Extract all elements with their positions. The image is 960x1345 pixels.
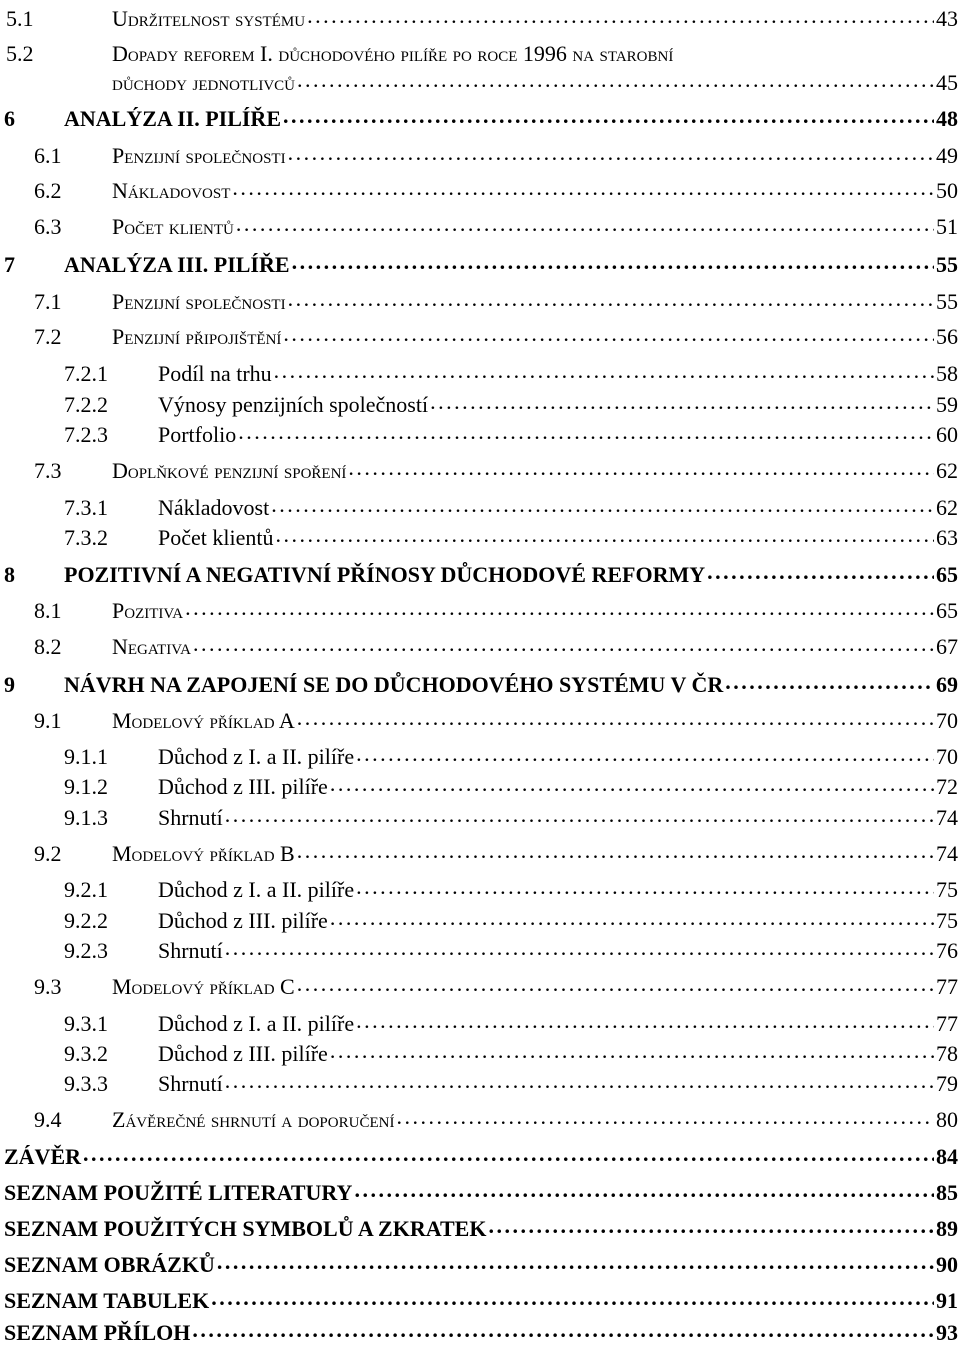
toc-title-row	[158, 424, 958, 446]
toc-title-row	[158, 807, 958, 829]
toc-page: 65	[936, 562, 958, 587]
toc-number: 5.1	[6, 6, 34, 31]
toc-title-row	[158, 776, 958, 798]
toc-title-row	[112, 8, 958, 30]
toc-title: Shrnutí	[158, 1071, 223, 1096]
toc-title: SEZNAM POUŽITÝCH SYMBOLŮ A ZKRATEK	[4, 1216, 487, 1241]
toc-page: 85	[936, 1180, 958, 1205]
leader-dots	[193, 633, 934, 655]
toc-number: 7.3.1	[64, 495, 108, 520]
toc-title: Nákladovost	[112, 178, 231, 203]
leader-dots	[297, 69, 934, 91]
leader-dots	[236, 213, 934, 235]
toc-title: Počet klientů	[158, 525, 274, 550]
toc-title: důchody jednotlivců	[112, 70, 295, 95]
toc-entry[interactable]	[0, 835, 958, 865]
toc-title: Shrnutí	[158, 805, 223, 830]
leader-dots	[185, 597, 934, 619]
toc-entry[interactable]	[0, 1138, 958, 1168]
leader-dots	[288, 288, 934, 310]
toc-title-row	[64, 108, 958, 130]
toc-title: Penzijní připojištění	[112, 324, 282, 349]
toc-title-row	[112, 43, 958, 65]
toc-title-row	[4, 1182, 958, 1204]
toc-page: 90	[936, 1252, 958, 1277]
toc-number: 8	[4, 562, 15, 587]
leader-dots	[356, 876, 934, 898]
leader-dots	[225, 937, 934, 959]
toc-page: 43	[936, 6, 958, 31]
toc-title: Počet klientů	[112, 214, 234, 239]
toc-entry[interactable]	[0, 968, 958, 998]
toc-number: 9.1	[34, 708, 62, 733]
toc-page: 72	[936, 774, 958, 799]
toc-number: 9.2.2	[64, 908, 108, 933]
toc-entry[interactable]	[0, 666, 958, 696]
toc-page: 65	[936, 598, 958, 623]
toc-entry[interactable]	[0, 519, 958, 549]
toc-title-row	[112, 1109, 958, 1131]
toc-title-row	[64, 564, 958, 586]
toc-entry[interactable]	[0, 0, 958, 30]
toc-page: 74	[936, 841, 958, 866]
toc-title-row	[112, 460, 958, 482]
toc-entry[interactable]	[0, 35, 958, 65]
toc-title: Nákladovost	[158, 495, 270, 520]
toc-number: 9.3	[34, 974, 62, 999]
toc-number: 6.3	[34, 214, 62, 239]
toc-title: SEZNAM OBRÁZKŮ	[4, 1252, 215, 1277]
toc-title: Výnosy penzijních společností	[158, 392, 429, 417]
leader-dots	[707, 561, 934, 583]
toc-number: 9.3.2	[64, 1041, 108, 1066]
toc-title-row	[4, 1218, 958, 1240]
leader-dots	[283, 323, 934, 345]
leader-dots	[396, 1106, 934, 1128]
toc-number: 7.2.3	[64, 422, 108, 447]
toc-title: Závěrečné shrnutí a doporučení	[112, 1107, 395, 1132]
leader-dots	[430, 391, 934, 413]
toc-title-row	[158, 1013, 958, 1035]
toc-page: 58	[936, 361, 958, 386]
toc-page: 76	[936, 938, 958, 963]
toc-entry[interactable]	[0, 283, 958, 313]
toc-page: 56	[936, 324, 958, 349]
toc-title-row	[112, 145, 958, 167]
toc-title: ANALÝZA III. PILÍŘE	[64, 252, 290, 277]
toc-page: 70	[936, 708, 958, 733]
toc-number: 6.1	[34, 143, 62, 168]
leader-dots	[297, 840, 934, 862]
toc-page: 75	[936, 908, 958, 933]
toc-title: Důchod z III. pilíře	[158, 1041, 328, 1066]
toc-page: 80	[936, 1107, 958, 1132]
toc-title: ZÁVĚR	[4, 1144, 82, 1169]
toc-page: 60	[936, 422, 958, 447]
toc-entry[interactable]	[0, 1065, 958, 1095]
toc-title-row	[158, 1043, 958, 1065]
leader-dots	[274, 360, 934, 382]
toc-entry[interactable]	[0, 137, 958, 167]
toc-entry[interactable]	[0, 1314, 958, 1344]
toc-entry[interactable]	[0, 318, 958, 348]
toc-number: 9.2	[34, 841, 62, 866]
toc-entry[interactable]	[0, 1174, 958, 1204]
toc-title: Důchod z III. pilíře	[158, 774, 328, 799]
leader-dots	[83, 1143, 934, 1165]
toc-number: 9.1.3	[64, 805, 108, 830]
toc-number: 5.2	[6, 41, 34, 66]
toc-entry[interactable]	[0, 702, 958, 732]
toc-number: 9.1.1	[64, 744, 108, 769]
toc-title: Důchod z I. a II. pilíře	[158, 877, 355, 902]
toc-entry[interactable]	[0, 452, 958, 482]
toc-number: 7.2.2	[64, 392, 108, 417]
toc-title-row	[112, 710, 958, 732]
toc-page: 91	[936, 1288, 958, 1313]
toc-title: Shrnutí	[158, 938, 223, 963]
toc-title-row	[64, 674, 958, 696]
toc-entry[interactable]	[0, 208, 958, 238]
toc-page: 50	[936, 178, 958, 203]
leader-dots	[217, 1251, 934, 1273]
toc-page: 63	[936, 525, 958, 550]
toc-page: 51	[936, 214, 958, 239]
leader-dots	[288, 142, 934, 164]
toc-title-row	[112, 291, 958, 313]
leader-dots	[330, 1040, 934, 1062]
toc-title-row	[112, 216, 958, 238]
toc-title: Doplňkové penzijní spoření	[112, 458, 347, 483]
toc-entry[interactable]	[0, 1035, 958, 1065]
toc-number: 7.2.1	[64, 361, 108, 386]
toc-entry[interactable]	[0, 1005, 958, 1035]
toc-title: NÁVRH NA ZAPOJENÍ SE DO DŮCHODOVÉHO SYSTÉMU V ČR	[64, 672, 724, 697]
toc-page: 48	[936, 106, 958, 131]
leader-dots	[275, 524, 934, 546]
toc-title: SEZNAM PŘÍLOH	[4, 1320, 191, 1345]
toc-entry[interactable]	[0, 1210, 958, 1240]
toc-entry[interactable]	[0, 799, 958, 829]
toc-title-row	[4, 1290, 958, 1312]
toc-entry[interactable]	[0, 100, 958, 130]
leader-dots	[356, 1010, 934, 1032]
toc-title-row	[4, 1146, 958, 1168]
leader-dots	[330, 773, 934, 795]
leader-dots	[225, 1070, 934, 1092]
leader-dots	[488, 1215, 934, 1237]
toc-number: 9.3.1	[64, 1011, 108, 1036]
toc-title: SEZNAM POUŽITÉ LITERATURY	[4, 1180, 353, 1205]
toc-title: Modelový příklad C	[112, 974, 295, 999]
toc-page: 77	[936, 974, 958, 999]
toc-number: 6	[4, 106, 15, 131]
toc-title-row	[4, 1254, 958, 1276]
toc-title: Penzijní společnosti	[112, 143, 286, 168]
toc-number: 9	[4, 672, 15, 697]
toc-title: Důchod z I. a II. pilíře	[158, 1011, 355, 1036]
leader-dots	[283, 105, 934, 127]
toc-number: 6.2	[34, 178, 62, 203]
leader-dots	[192, 1319, 934, 1341]
toc-entry[interactable]	[0, 355, 958, 385]
toc-title-row	[158, 940, 958, 962]
toc-title: SEZNAM TABULEK	[4, 1288, 210, 1313]
toc-page: 74	[936, 805, 958, 830]
toc-number: 8.1	[34, 598, 62, 623]
toc-page: 84	[936, 1144, 958, 1169]
leader-dots	[356, 743, 934, 765]
toc-entry[interactable]	[0, 932, 958, 962]
toc-entry[interactable]	[0, 1246, 958, 1276]
toc-title-row	[158, 910, 958, 932]
toc-entry[interactable]	[0, 172, 958, 202]
leader-dots	[348, 457, 934, 479]
toc-title: Negativa	[112, 634, 191, 659]
toc-title: Důchod z I. a II. pilíře	[158, 744, 355, 769]
leader-dots	[725, 671, 934, 693]
toc-title: Důchod z III. pilíře	[158, 908, 328, 933]
toc-number: 8.2	[34, 634, 62, 659]
toc-page: 55	[936, 252, 958, 277]
toc-page: 49	[936, 143, 958, 168]
toc-title-row	[112, 600, 958, 622]
leader-dots	[297, 707, 934, 729]
leader-dots	[211, 1287, 934, 1309]
toc-page: 45	[936, 70, 958, 95]
toc-title-row	[158, 1073, 958, 1095]
toc-number: 7.3.2	[64, 525, 108, 550]
toc-number: 9.2.3	[64, 938, 108, 963]
toc-entry[interactable]	[0, 592, 958, 622]
toc-number: 9.1.2	[64, 774, 108, 799]
toc-number: 7.2	[34, 324, 62, 349]
toc-entry[interactable]	[0, 64, 958, 94]
leader-dots	[297, 973, 934, 995]
toc-entry[interactable]	[0, 246, 958, 276]
toc-title-row	[158, 879, 958, 901]
toc-title-row	[64, 254, 958, 276]
leader-dots	[330, 907, 934, 929]
toc-title-row	[112, 180, 958, 202]
toc-page: 62	[936, 495, 958, 520]
toc-title-row	[112, 72, 958, 94]
toc-entry[interactable]	[0, 416, 958, 446]
toc-title: Dopady reforem I. důchodového pilíře po roce 1996 na starobní	[112, 41, 674, 66]
toc-title: ANALÝZA II. PILÍŘE	[64, 106, 281, 131]
toc-entry[interactable]	[0, 738, 958, 768]
toc-number: 7.1	[34, 289, 62, 314]
toc-page: 67	[936, 634, 958, 659]
toc-number: 9.4	[34, 1107, 62, 1132]
toc-title-row	[158, 363, 958, 385]
leader-dots	[271, 494, 934, 516]
toc-entry[interactable]	[0, 386, 958, 416]
toc-title-row	[158, 497, 958, 519]
toc-entry[interactable]	[0, 768, 958, 798]
toc-page: 79	[936, 1071, 958, 1096]
toc-title-row	[158, 394, 958, 416]
toc-page: 89	[936, 1216, 958, 1241]
leader-dots	[354, 1179, 934, 1201]
toc-page: 55	[936, 289, 958, 314]
toc-number: 7.3	[34, 458, 62, 483]
toc-entry[interactable]	[0, 902, 958, 932]
leader-dots	[232, 177, 934, 199]
toc-page: 93	[936, 1320, 958, 1345]
leader-dots	[238, 421, 934, 443]
toc-title: Portfolio	[158, 422, 237, 447]
toc-page: 75	[936, 877, 958, 902]
toc-title-row	[4, 1322, 958, 1344]
toc-title: Podíl na trhu	[158, 361, 272, 386]
toc-entry[interactable]	[0, 556, 958, 586]
toc-page: 70	[936, 744, 958, 769]
toc-title-row	[112, 843, 958, 865]
toc-title: Pozitiva	[112, 598, 184, 623]
toc-entry[interactable]	[0, 628, 958, 658]
toc-entry[interactable]	[0, 1101, 958, 1131]
leader-dots	[307, 5, 934, 27]
toc-title-row	[112, 636, 958, 658]
toc-page: 62	[936, 458, 958, 483]
toc-page: 59	[936, 392, 958, 417]
toc-entry[interactable]	[0, 871, 958, 901]
toc-page: 77	[936, 1011, 958, 1036]
leader-dots	[225, 804, 934, 826]
toc-page: 78	[936, 1041, 958, 1066]
toc-title: Modelový příklad B	[112, 841, 295, 866]
leader-dots	[292, 251, 934, 273]
toc-number: 7	[4, 252, 15, 277]
toc-entry[interactable]	[0, 1282, 958, 1312]
toc-title: Penzijní společnosti	[112, 289, 286, 314]
toc-number: 9.3.3	[64, 1071, 108, 1096]
toc-title-row	[158, 746, 958, 768]
toc-title: Udržitelnost systému	[112, 6, 306, 31]
toc-title-row	[112, 976, 958, 998]
toc-entry[interactable]	[0, 489, 958, 519]
toc-title: POZITIVNÍ A NEGATIVNÍ PŘÍNOSY DŮCHODOVÉ REFORMY	[64, 562, 706, 587]
toc-title-row	[158, 527, 958, 549]
toc-number: 9.2.1	[64, 877, 108, 902]
toc-page: 69	[936, 672, 958, 697]
toc-title: Modelový příklad A	[112, 708, 295, 733]
toc-title-row	[112, 326, 958, 348]
